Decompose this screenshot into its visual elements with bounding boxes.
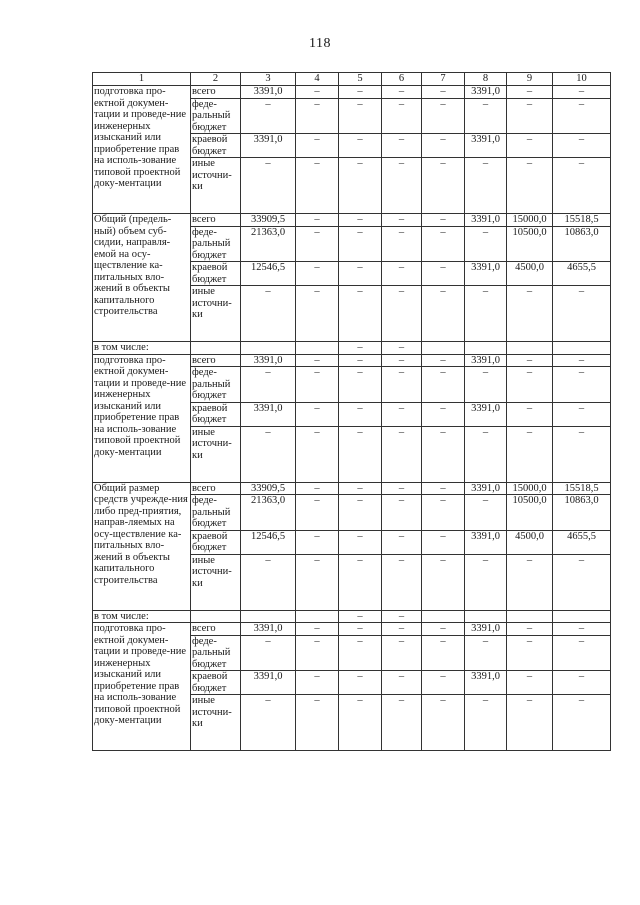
value-cell: 3391,0 — [241, 671, 296, 695]
value-cell: – — [553, 671, 611, 695]
value-cell — [241, 342, 296, 355]
value-cell: 3391,0 — [465, 402, 507, 426]
value-cell: – — [382, 623, 422, 636]
value-cell: – — [339, 158, 382, 214]
value-cell: 33909,5 — [241, 214, 296, 227]
value-cell: 12546,5 — [241, 530, 296, 554]
value-cell: 4500,0 — [507, 530, 553, 554]
value-cell: – — [339, 623, 382, 636]
value-cell: – — [553, 354, 611, 367]
value-cell: 10500,0 — [507, 226, 553, 262]
value-cell — [241, 610, 296, 623]
value-cell: – — [296, 530, 339, 554]
header-row — [93, 73, 611, 86]
value-cell: – — [422, 226, 465, 262]
value-cell — [296, 342, 339, 355]
value-cell — [296, 610, 339, 623]
value-cell: – — [553, 695, 611, 751]
value-cell: – — [553, 286, 611, 342]
value-cell — [507, 342, 553, 355]
value-cell: – — [339, 695, 382, 751]
value-cell — [191, 610, 241, 623]
value-cell: – — [553, 426, 611, 482]
row-description: Общий (предель-ный) объем суб-сидии, направля-емой на осу-ществление ка-питальных вло-жений в объекты капитального строительства — [93, 214, 191, 342]
value-cell: – — [241, 367, 296, 403]
value-cell: – — [553, 635, 611, 671]
value-cell: – — [422, 134, 465, 158]
value-cell: 3391,0 — [465, 623, 507, 636]
value-cell: 12546,5 — [241, 262, 296, 286]
funding-source-cell: иные источни-ки — [191, 426, 241, 482]
header-cell: 4 — [296, 73, 339, 86]
header-cell: 7 — [422, 73, 465, 86]
value-cell: – — [382, 530, 422, 554]
value-cell: – — [382, 262, 422, 286]
table-row — [93, 354, 611, 367]
value-cell: – — [296, 286, 339, 342]
value-cell: – — [296, 262, 339, 286]
value-cell: – — [241, 554, 296, 610]
value-cell: – — [553, 402, 611, 426]
value-cell: – — [339, 286, 382, 342]
value-cell: – — [507, 98, 553, 134]
value-cell: – — [465, 426, 507, 482]
value-cell: – — [382, 610, 422, 623]
value-cell: 10500,0 — [507, 495, 553, 531]
value-cell: 3391,0 — [465, 134, 507, 158]
value-cell: – — [339, 635, 382, 671]
value-cell: – — [382, 482, 422, 495]
value-cell: – — [339, 495, 382, 531]
value-cell: – — [339, 226, 382, 262]
value-cell: – — [382, 286, 422, 342]
value-cell: 3391,0 — [465, 671, 507, 695]
value-cell: – — [382, 635, 422, 671]
funding-source-cell: всего — [191, 354, 241, 367]
value-cell: – — [296, 495, 339, 531]
value-cell: 10863,0 — [553, 226, 611, 262]
value-cell: – — [339, 610, 382, 623]
value-cell: – — [465, 635, 507, 671]
value-cell: – — [382, 367, 422, 403]
value-cell: – — [296, 214, 339, 227]
value-cell: – — [507, 695, 553, 751]
table-row — [93, 482, 611, 495]
row-description: подготовка про-ектной докумен-тации и проведе-ние инженерных изысканий или приобретение прав на исполь-зование типовой проектной доку-ментации — [93, 623, 191, 751]
value-cell — [507, 610, 553, 623]
funding-source-cell: иные источни-ки — [191, 695, 241, 751]
value-cell: – — [296, 695, 339, 751]
value-cell: – — [241, 426, 296, 482]
table-row — [93, 214, 611, 227]
value-cell: – — [382, 158, 422, 214]
value-cell: 15518,5 — [553, 214, 611, 227]
value-cell: – — [422, 695, 465, 751]
value-cell: – — [507, 158, 553, 214]
value-cell: – — [382, 226, 422, 262]
funding-source-cell: феде-ральный бюджет — [191, 635, 241, 671]
funding-source-cell: всего — [191, 214, 241, 227]
value-cell: – — [382, 354, 422, 367]
value-cell — [422, 610, 465, 623]
value-cell: – — [465, 158, 507, 214]
table-row — [93, 86, 611, 99]
value-cell: 15000,0 — [507, 214, 553, 227]
value-cell: – — [507, 635, 553, 671]
value-cell: – — [507, 86, 553, 99]
funding-source-cell: иные источни-ки — [191, 286, 241, 342]
value-cell: – — [422, 367, 465, 403]
funding-source-cell: всего — [191, 482, 241, 495]
value-cell: 21363,0 — [241, 226, 296, 262]
funding-source-cell: краевой бюджет — [191, 262, 241, 286]
header-cell: 5 — [339, 73, 382, 86]
value-cell: – — [382, 695, 422, 751]
funding-source-cell: феде-ральный бюджет — [191, 98, 241, 134]
value-cell: – — [339, 134, 382, 158]
value-cell: 3391,0 — [465, 354, 507, 367]
value-cell: – — [465, 695, 507, 751]
value-cell: – — [465, 554, 507, 610]
value-cell: 15518,5 — [553, 482, 611, 495]
value-cell: – — [339, 554, 382, 610]
funding-source-cell: феде-ральный бюджет — [191, 367, 241, 403]
value-cell: – — [507, 134, 553, 158]
table-row — [93, 623, 611, 636]
funding-source-cell: краевой бюджет — [191, 402, 241, 426]
funding-source-cell: краевой бюджет — [191, 530, 241, 554]
value-cell: – — [422, 530, 465, 554]
value-cell: – — [382, 426, 422, 482]
value-cell: – — [241, 695, 296, 751]
value-cell: – — [507, 367, 553, 403]
value-cell: – — [507, 623, 553, 636]
value-cell: – — [422, 426, 465, 482]
row-description: подготовка про-ектной докумен-тации и проведе-ние инженерных изысканий или приобретение прав на исполь-зование типовой проектной доку-ментации — [93, 354, 191, 482]
value-cell: – — [339, 367, 382, 403]
header-cell: 1 — [93, 73, 191, 86]
value-cell: – — [296, 482, 339, 495]
funding-source-cell: иные источни-ки — [191, 158, 241, 214]
value-cell: 3391,0 — [465, 530, 507, 554]
value-cell: 3391,0 — [465, 214, 507, 227]
value-cell: – — [339, 671, 382, 695]
value-cell: – — [296, 98, 339, 134]
funding-source-cell: всего — [191, 623, 241, 636]
value-cell: – — [339, 98, 382, 134]
value-cell — [465, 342, 507, 355]
value-cell: – — [339, 354, 382, 367]
value-cell: – — [382, 134, 422, 158]
value-cell: – — [422, 286, 465, 342]
value-cell: 3391,0 — [465, 86, 507, 99]
funding-source-cell: краевой бюджет — [191, 134, 241, 158]
header-cell: 2 — [191, 73, 241, 86]
value-cell: 4655,5 — [553, 530, 611, 554]
value-cell: 3391,0 — [465, 262, 507, 286]
value-cell: – — [296, 367, 339, 403]
value-cell: – — [553, 623, 611, 636]
value-cell: – — [382, 402, 422, 426]
funding-source-cell: всего — [191, 86, 241, 99]
row-description: подготовка про-ектной докумен-тации и проведе-ние инженерных изысканий или приобретение прав на исполь-зование типовой проектной доку-ментации — [93, 86, 191, 214]
value-cell: – — [339, 426, 382, 482]
value-cell: – — [553, 98, 611, 134]
value-cell: – — [507, 426, 553, 482]
value-cell: 4655,5 — [553, 262, 611, 286]
value-cell: – — [296, 158, 339, 214]
value-cell: – — [465, 286, 507, 342]
value-cell: – — [422, 671, 465, 695]
value-cell: – — [465, 495, 507, 531]
label-cell: в том числе: — [93, 342, 191, 355]
value-cell: 33909,5 — [241, 482, 296, 495]
value-cell: 3391,0 — [465, 482, 507, 495]
value-cell: 3391,0 — [241, 354, 296, 367]
value-cell: – — [296, 226, 339, 262]
value-cell: – — [422, 623, 465, 636]
value-cell: – — [241, 98, 296, 134]
value-cell: 10863,0 — [553, 495, 611, 531]
funding-source-cell: иные источни-ки — [191, 554, 241, 610]
header-cell: 6 — [382, 73, 422, 86]
value-cell: – — [507, 554, 553, 610]
value-cell — [465, 610, 507, 623]
value-cell — [553, 342, 611, 355]
value-cell: – — [553, 158, 611, 214]
value-cell: – — [296, 354, 339, 367]
value-cell: 3391,0 — [241, 402, 296, 426]
value-cell: – — [553, 554, 611, 610]
value-cell: – — [296, 635, 339, 671]
value-cell: – — [422, 86, 465, 99]
header-cell: 9 — [507, 73, 553, 86]
value-cell: – — [339, 530, 382, 554]
value-cell: – — [507, 354, 553, 367]
header-cell: 3 — [241, 73, 296, 86]
value-cell: – — [241, 286, 296, 342]
value-cell: – — [241, 158, 296, 214]
value-cell: – — [296, 86, 339, 99]
value-cell: – — [422, 482, 465, 495]
value-cell: – — [296, 134, 339, 158]
value-cell: – — [339, 214, 382, 227]
value-cell: – — [382, 671, 422, 695]
value-cell: – — [465, 98, 507, 134]
value-cell: – — [422, 495, 465, 531]
value-cell: 3391,0 — [241, 623, 296, 636]
value-cell: – — [507, 671, 553, 695]
value-cell: – — [241, 635, 296, 671]
value-cell: – — [422, 554, 465, 610]
value-cell: – — [422, 98, 465, 134]
value-cell: – — [553, 86, 611, 99]
label-cell: в том числе: — [93, 610, 191, 623]
value-cell: 4500,0 — [507, 262, 553, 286]
value-cell — [422, 342, 465, 355]
value-cell: – — [507, 402, 553, 426]
value-cell: – — [339, 482, 382, 495]
row-description: Общий размер средств учрежде-ния либо пред-приятия, направ-ляемых на осу-ществление ка-питальных вло-жений в объекты капитального строительства — [93, 482, 191, 610]
value-cell: – — [339, 402, 382, 426]
value-cell — [553, 610, 611, 623]
value-cell: – — [422, 214, 465, 227]
funding-source-cell: феде-ральный бюджет — [191, 226, 241, 262]
value-cell — [191, 342, 241, 355]
value-cell: – — [465, 226, 507, 262]
value-cell: – — [296, 671, 339, 695]
value-cell: – — [382, 495, 422, 531]
value-cell: – — [507, 286, 553, 342]
value-cell: – — [553, 367, 611, 403]
value-cell: – — [422, 402, 465, 426]
value-cell: – — [296, 426, 339, 482]
table-body — [93, 73, 611, 751]
value-cell: – — [422, 635, 465, 671]
value-cell: – — [382, 86, 422, 99]
value-cell: 15000,0 — [507, 482, 553, 495]
value-cell: 3391,0 — [241, 86, 296, 99]
value-cell: – — [339, 342, 382, 355]
value-cell: – — [296, 623, 339, 636]
label-row — [93, 610, 611, 623]
funding-source-cell: феде-ральный бюджет — [191, 495, 241, 531]
value-cell: – — [422, 262, 465, 286]
funding-source-cell: краевой бюджет — [191, 671, 241, 695]
value-cell: – — [339, 262, 382, 286]
value-cell: – — [296, 554, 339, 610]
value-cell: – — [422, 354, 465, 367]
label-row — [93, 342, 611, 355]
value-cell: – — [382, 342, 422, 355]
value-cell: – — [382, 98, 422, 134]
value-cell: – — [339, 86, 382, 99]
value-cell: 21363,0 — [241, 495, 296, 531]
header-cell: 10 — [553, 73, 611, 86]
header-cell: 8 — [465, 73, 507, 86]
value-cell: – — [465, 367, 507, 403]
page-number: 118 — [309, 36, 331, 51]
value-cell: – — [553, 134, 611, 158]
value-cell: – — [382, 554, 422, 610]
value-cell: – — [296, 402, 339, 426]
value-cell: – — [422, 158, 465, 214]
budget-table — [92, 72, 611, 751]
value-cell: 3391,0 — [241, 134, 296, 158]
value-cell: – — [382, 214, 422, 227]
